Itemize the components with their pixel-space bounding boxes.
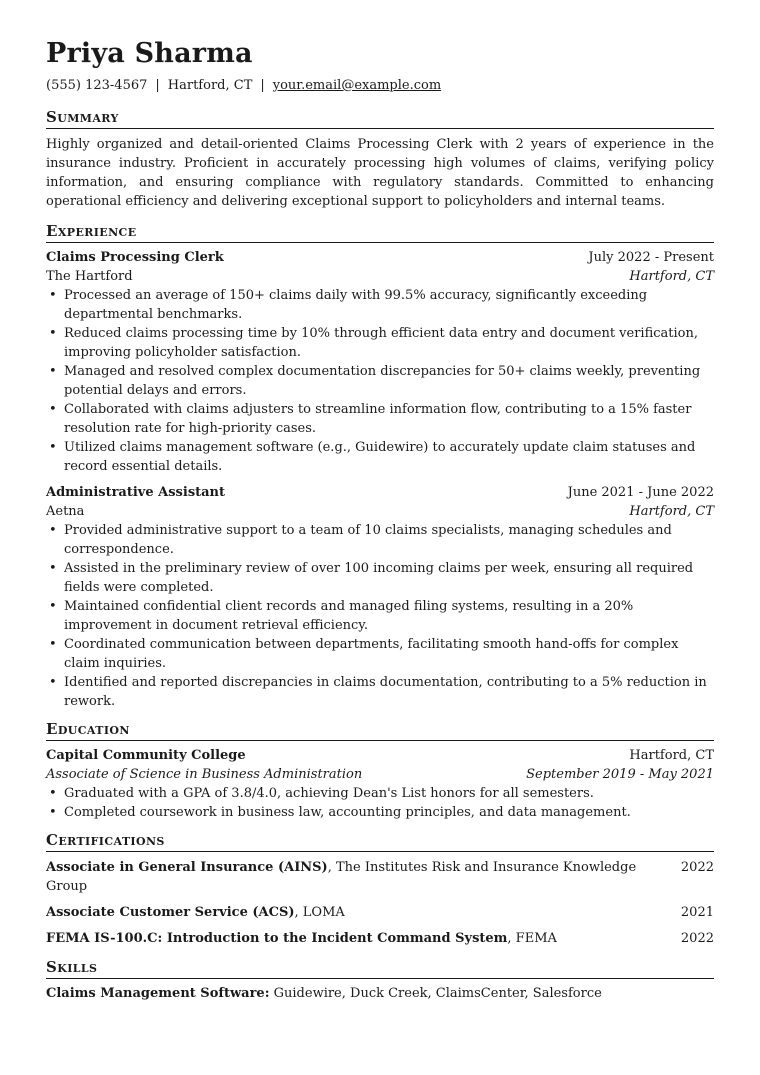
phone-number: (555) 123-4567 (46, 78, 148, 93)
list-item: • Managed and resolved complex documentation discrepancies for 50+ claims weekly, preventing potential delays and errors. (46, 362, 714, 400)
section-title-skills: Skills (46, 958, 714, 979)
list-item: • Provided administrative support to a team of 10 claims specialists, managing schedules and correspondence. (46, 521, 714, 559)
list-item: • Coordinated communication between departments, facilitating smooth hand-offs for complex claim inquiries. (46, 635, 714, 673)
list-item: • Reduced claims processing time by 10% through efficient data entry and document verification, improving policyholder satisfaction. (46, 324, 714, 362)
certification-name: FEMA IS-100.C: Introduction to the Incident Command System (46, 931, 508, 946)
list-item: • Identified and reported discrepancies in claims documentation, contributing to a 5% reduction in rework. (46, 673, 714, 711)
summary-text: Highly organized and detail-oriented Claims Processing Clerk with 2 years of experience in the insurance industry. Proficient in accurately processing high volumes of claims, verifying policy information, and ensuring compliance with regulatory standards. Committed to enhancing operational efficiency and delivering exceptional support to policyholders and internal teams. (46, 137, 714, 209)
skills-line (46, 984, 714, 1003)
certification-name: Associate Customer Service (ACS) (46, 905, 295, 920)
education-section (46, 720, 714, 822)
certification-issuer: , FEMA (507, 931, 557, 946)
certification-issuer: , LOMA (294, 905, 345, 920)
contact-line (46, 77, 714, 95)
contact-separator: | (260, 78, 265, 93)
list-item: • Maintained confidential client records and managed filing systems, resulting in a 20% improvement in document retrieval efficiency. (46, 597, 714, 635)
section-title-summary: Summary (46, 108, 714, 129)
experience-section (46, 222, 714, 711)
contact-separator: | (155, 78, 160, 93)
job-dates: July 2022 - Present (588, 250, 714, 265)
skills-value: Guidewire, Duck Creek, ClaimsCenter, Salesforce (269, 986, 602, 1001)
certification-row (46, 903, 714, 922)
job-bullets (46, 521, 714, 711)
job-title: Administrative Assistant (46, 485, 226, 500)
skills-section (46, 958, 714, 1003)
education-bullets (46, 784, 714, 822)
company-name: Aetna (46, 504, 85, 519)
list-item: • Collaborated with claims adjusters to streamline information flow, contributing to a 15% faster resolution rate for high-priority cases. (46, 400, 714, 438)
job-location: Hartford, CT (629, 504, 714, 519)
certification-row (46, 858, 714, 896)
certification-year: 2021 (680, 905, 714, 920)
skills-label: Claims Management Software: (46, 986, 270, 1001)
list-item: • Processed an average of 150+ claims daily with 99.5% accuracy, significantly exceeding departmental benchmarks. (46, 286, 714, 324)
job-bullets (46, 286, 714, 476)
list-item: • Graduated with a GPA of 3.8/4.0, achieving Dean's List honors for all semesters. (46, 784, 714, 803)
job-location: Hartford, CT (629, 269, 714, 284)
certification-row (46, 929, 714, 948)
school-name: Capital Community College (46, 748, 246, 763)
list-item: • Utilized claims management software (e.g., Guidewire) to accurately update claim statuses and record essential details. (46, 438, 714, 476)
certification-year: 2022 (680, 931, 714, 946)
education-dates: September 2019 - May 2021 (526, 767, 714, 782)
location: Hartford, CT (167, 78, 253, 93)
email-link[interactable]: your.email@example.com (272, 78, 442, 93)
section-title-certifications: Certifications (46, 831, 714, 852)
job-dates: June 2021 - June 2022 (567, 485, 714, 500)
candidate-name: Priya Sharma (46, 38, 253, 69)
job-title: Claims Processing Clerk (46, 250, 224, 265)
job-entry (46, 483, 714, 711)
certifications-section (46, 831, 714, 948)
certification-issuer: , The Institutes Risk and Insurance Knowledge Group (46, 860, 637, 894)
certification-year: 2022 (680, 860, 714, 875)
list-item: • Assisted in the preliminary review of over 100 incoming claims per week, ensuring all required fields were completed. (46, 559, 714, 597)
resume-page (46, 38, 714, 1003)
school-location: Hartford, CT (629, 748, 714, 763)
list-item: • Completed coursework in business law, accounting principles, and data management. (46, 803, 714, 822)
certification-name: Associate in General Insurance (AINS) (46, 860, 328, 875)
section-title-education: Education (46, 720, 714, 741)
company-name: The Hartford (46, 269, 133, 284)
summary-section (46, 108, 714, 211)
job-entry (46, 248, 714, 476)
degree-name: Associate of Science in Business Administration (46, 767, 363, 782)
section-title-experience: Experience (46, 222, 714, 243)
